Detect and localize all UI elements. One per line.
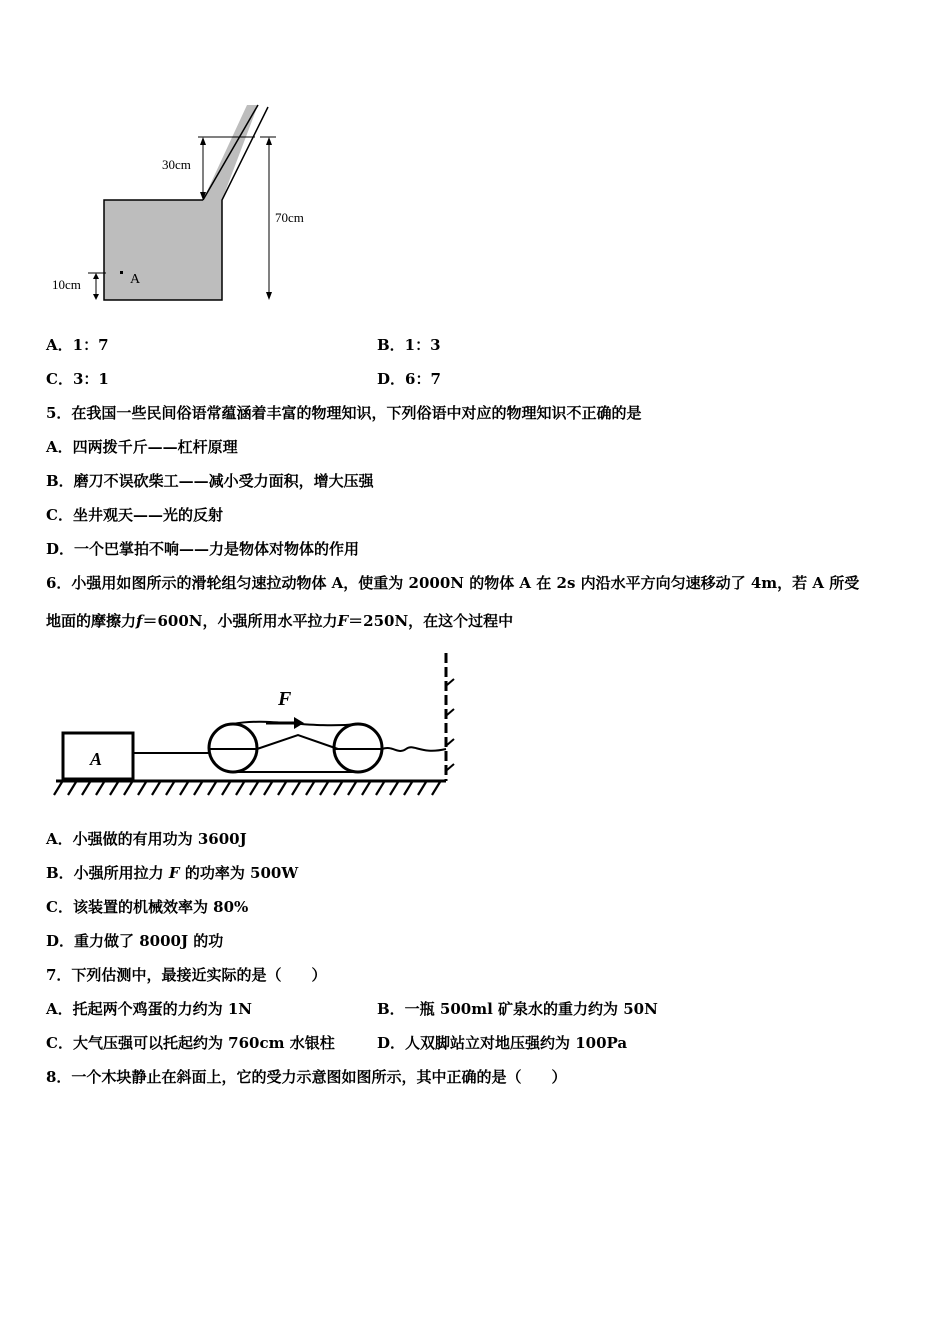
q4-option-d[interactable]: D．6：7 (377, 370, 441, 388)
q5-option-b[interactable]: B．磨刀不误砍柴工——减小受力面积，增大压强 (46, 472, 374, 490)
q6-option-d[interactable]: D．重力做了 8000J 的功 (46, 932, 224, 950)
container-tube-left (203, 105, 258, 200)
q5-option-d[interactable]: D．一个巴掌拍不响——力是物体对物体的作用 (46, 540, 360, 558)
q4-option-c[interactable]: C．3：1 (46, 370, 109, 388)
q5-option-a[interactable]: A．四两拨千斤——杠杆原理 (46, 438, 238, 456)
container-water (104, 105, 258, 300)
block-a-label: A (90, 749, 103, 769)
q6-option-b[interactable]: B．小强所用拉力 F 的功率为 500W (46, 864, 299, 882)
q8-stem: 8．一个木块静止在斜面上，它的受力示意图如图所示，其中正确的是（ ） (46, 1068, 567, 1086)
point-a-label: A (130, 272, 141, 287)
ground-hatch (54, 782, 440, 795)
dimension-30cm-label: 30cm (162, 157, 191, 172)
q5-option-c[interactable]: C．坐井观天——光的反射 (46, 506, 223, 524)
q4-option-a[interactable]: A．1：7 (46, 336, 109, 354)
q7-option-a[interactable]: A．托起两个鸡蛋的力约为 1N (46, 1000, 253, 1018)
q7-option-b[interactable]: B．一瓶 500ml 矿泉水的重力约为 50N (377, 1000, 658, 1018)
q6-stem-line1: 6．小强用如图所示的滑轮组匀速拉动物体 A，使重为 2000N 的物体 A 在 2s 内沿水平方向匀速移动了 4m，若 A 所受 (46, 574, 860, 592)
q6-option-c[interactable]: C．该装置的机械效率为 80% (46, 898, 249, 916)
q7-option-c[interactable]: C．大气压强可以托起约为 760cm 水银柱 (46, 1034, 335, 1052)
force-symbol: F (337, 612, 349, 630)
q7-stem: 7．下列估测中，最接近实际的是（ ） (46, 966, 327, 984)
q4-option-b[interactable]: B．1：3 (377, 336, 441, 354)
q7-option-d[interactable]: D．人双脚站立对地压强约为 100Pa (377, 1034, 628, 1052)
q6-stem-line2: 地面的摩擦力f＝600N，小强所用水平拉力F＝250N，在这个过程中 (46, 612, 514, 630)
friction-symbol: f (136, 612, 143, 630)
point-a-marker (120, 271, 123, 274)
dimension-10cm-label: 10cm (52, 277, 81, 292)
q5-stem: 5．在我国一些民间俗语常蕴涵着丰富的物理知识，下列俗语中对应的物理知识不正确的是 (46, 404, 642, 422)
force-label: F (278, 688, 292, 710)
container-figure (40, 95, 340, 310)
q6-option-a[interactable]: A．小强做的有用功为 3600J (46, 830, 247, 848)
dimension-70cm-label: 70cm (275, 210, 304, 225)
pulley-figure (48, 645, 458, 805)
